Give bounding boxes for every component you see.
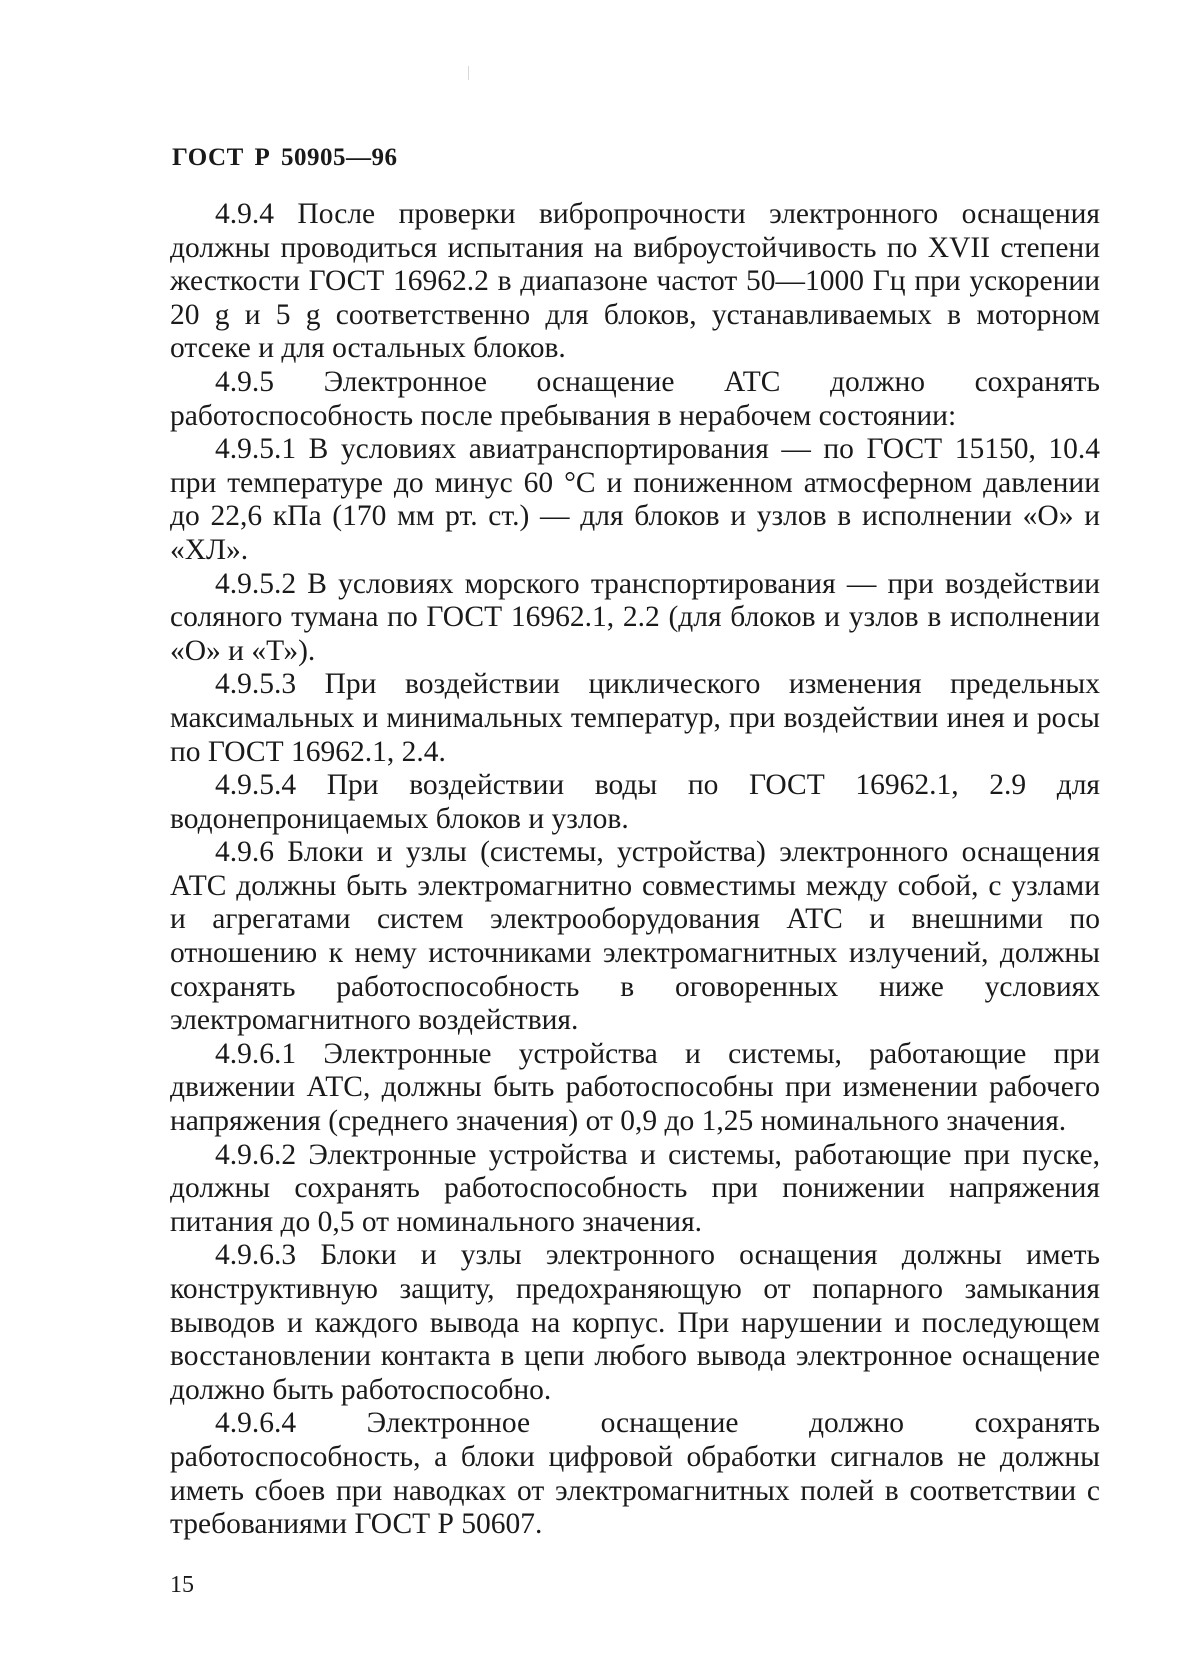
document-body: [170, 198, 1100, 1542]
paragraph-4-9-5-2: 4.9.5.2 В условиях морского транспортирования — при воздействии соляного тумана по ГОСТ 16962.1, 2.2 (для блоков и узлов в исполнении «О» и «Т»).: [170, 567, 1100, 667]
paragraph-4-9-5-3: 4.9.5.3 При воздействии циклического изменения предельных максимальных и минимальных температур, при воздействии инея и росы по ГОСТ 16962.1, 2.4.: [170, 668, 1100, 768]
paragraph-4-9-6-3: 4.9.6.3 Блоки и узлы электронного оснащения должны иметь конструктивную защиту, предохраняющую от попарного замыкания выводов и каждого вывода на корпус. При нарушении и последующем восстановлении контакта в цепи любого вывода электронное оснащение должно быть работоспособно.: [170, 1239, 1100, 1406]
paragraph-4-9-6-1: 4.9.6.1 Электронные устройства и системы, работающие при движении АТС, должны быть работоспособны при изменении рабочего напряжения (среднего значения) от 0,9 до 1,25 номинального значения.: [170, 1037, 1100, 1138]
paragraph-4-9-6-4: 4.9.6.4 Электронное оснащение должно сохранять работоспособность, а блоки цифровой обработки сигналов не должны иметь сбоев при наводках от электромагнитных полей в соответствии с требованиями ГОСТ Р 50607.: [170, 1407, 1100, 1541]
paragraph-4-9-5: 4.9.5 Электронное оснащение АТС должно сохранять работоспособность после пребывания в нерабочем состоянии:: [170, 365, 1100, 432]
document-header: ГОСТ Р 50905—96: [172, 144, 398, 171]
paragraph-4-9-6: 4.9.6 Блоки и узлы (системы, устройства) электронного оснащения АТС должны быть электромагнитно совместимы между собой, с узлами и агрегатами систем электрооборудования АТС и внешними по отношению к нему источниками электромагнитных излучений, должны сохранять работоспособность в оговоренных ниже условиях электромагнитного воздействия.: [170, 836, 1100, 1037]
paragraph-4-9-5-4: 4.9.5.4 При воздействии воды по ГОСТ 16962.1, 2.9 для водонепроницаемых блоков и узлов.: [170, 769, 1100, 835]
paragraph-4-9-5-1: 4.9.5.1 В условиях авиатранспортирования — по ГОСТ 15150, 10.4 при температуре до минус 60 °С и пониженном атмосферном давлении до 22,6 кПа (170 мм рт. ст.) — для блоков и узлов в исполнении «О» и «ХЛ».: [170, 433, 1100, 566]
paragraph-4-9-6-2: 4.9.6.2 Электронные устройства и системы, работающие при пуске, должны сохранять работоспособность при понижении напряжения питания до 0,5 от номинального значения.: [170, 1138, 1100, 1238]
paragraph-4-9-4: 4.9.4 После проверки вибропрочности электронного оснащения должны проводиться испытания на виброустойчивость по XVII степени жесткости ГОСТ 16962.2 в диапазоне частот 50—1000 Гц при ускорении 20 g и 5 g соответственно для блоков, устанавливаемых в моторном отсеке и для остальных блоков.: [170, 198, 1100, 365]
scan-artifact: [468, 66, 469, 80]
page-number: 15: [170, 1572, 194, 1598]
